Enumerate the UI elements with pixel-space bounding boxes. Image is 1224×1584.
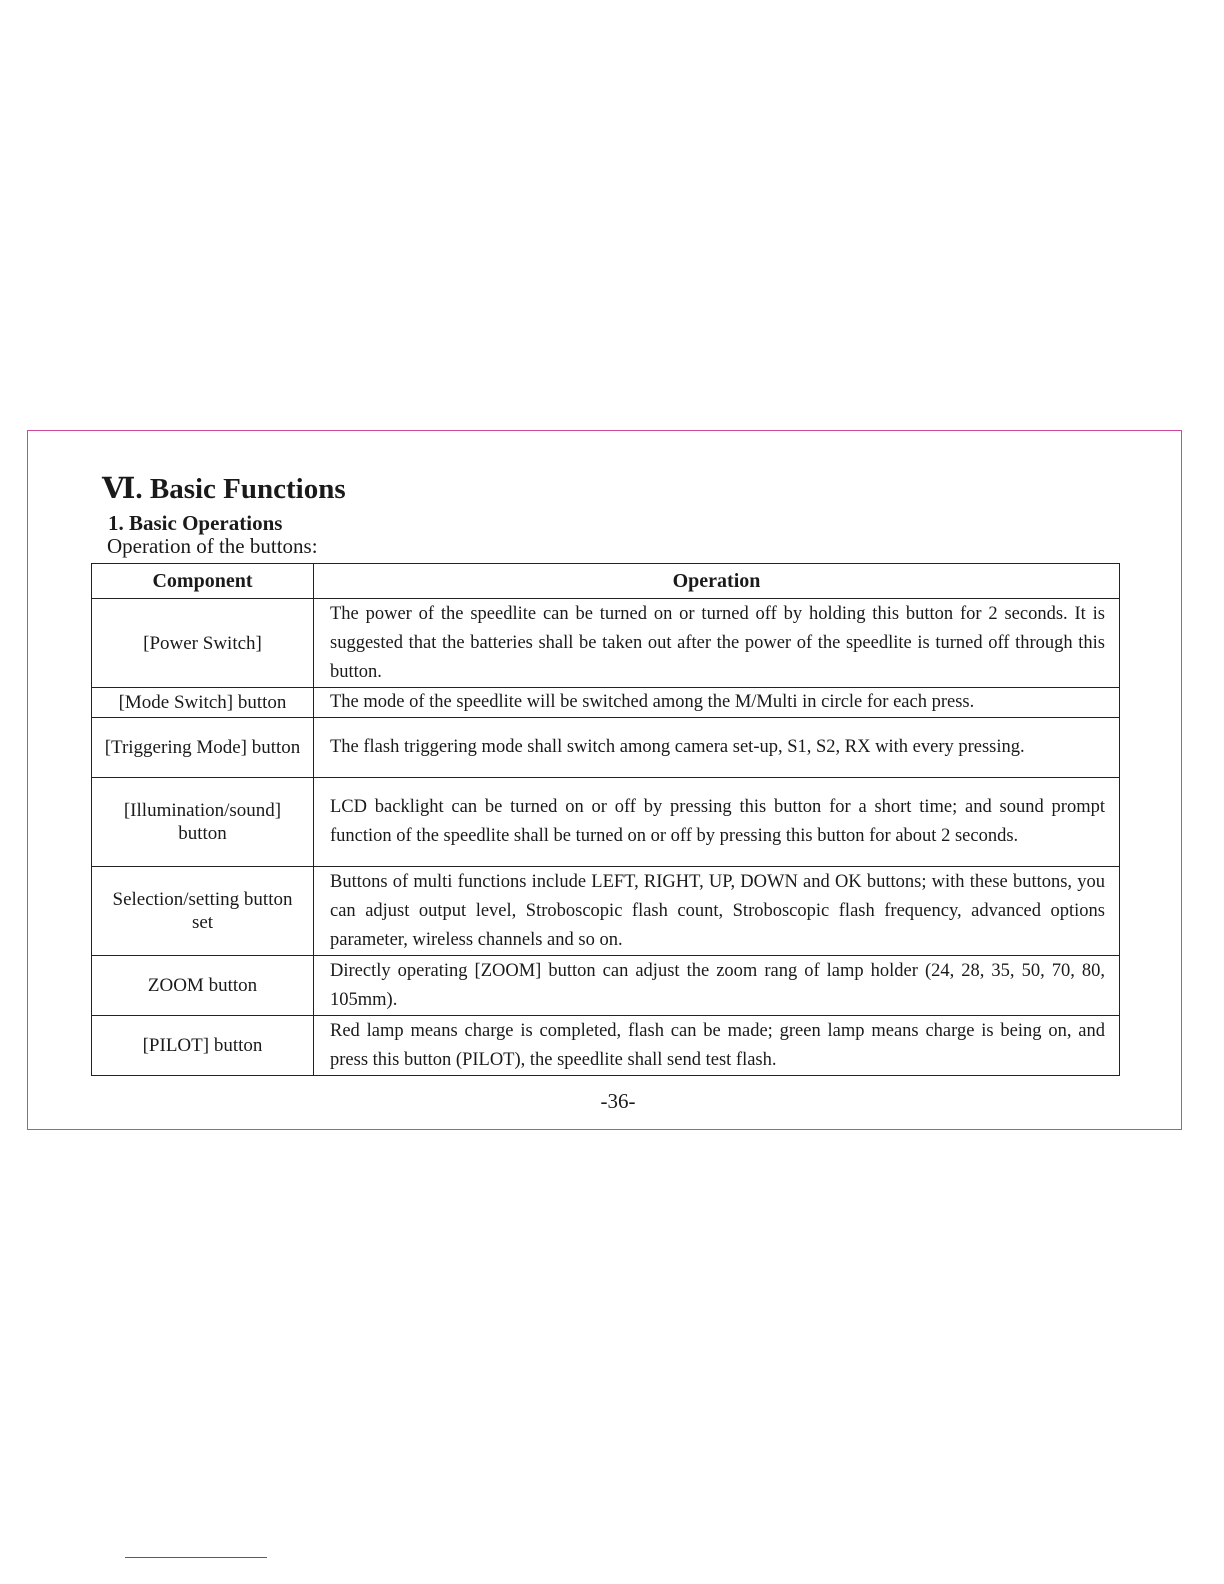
table-row — [92, 688, 1120, 718]
table-row — [92, 1016, 1120, 1076]
operation-cell: The power of the speedlite can be turned on or turned off by holding this button for 2 seconds. It is suggested that the batteries shall be taken out after the power of the speedlite is turned off through this button. — [314, 599, 1120, 688]
page-number: -36- — [600, 1089, 636, 1113]
operations-table — [91, 563, 1120, 1076]
table-header-row — [92, 564, 1120, 599]
table-row — [92, 867, 1120, 956]
intro-text: Operation of the buttons: — [107, 534, 318, 558]
operation-cell: Red lamp means charge is completed, flash can be made; green lamp means charge is being on, and press this button (PILOT), the speedlite shall send test flash. — [314, 1016, 1120, 1076]
operation-cell: The mode of the speedlite will be switched among the M/Multi in circle for each press. — [314, 688, 1120, 718]
section-title: Ⅵ. Basic Functions — [102, 473, 346, 505]
component-cell: [Power Switch] — [92, 599, 314, 688]
component-cell: [PILOT] button — [92, 1016, 314, 1076]
component-cell: ZOOM button — [92, 956, 314, 1016]
column-header-component: Component — [92, 564, 314, 599]
component-cell: [Triggering Mode] button — [92, 718, 314, 778]
operation-cell: Buttons of multi functions include LEFT, RIGHT, UP, DOWN and OK buttons; with these buttons, you can adjust output level, Stroboscopic flash count, Stroboscopic flash frequency, advanced options parameter, wireless channels and so on. — [314, 867, 1120, 956]
component-cell: [Illumination/sound] button — [92, 778, 314, 867]
table-row — [92, 956, 1120, 1016]
operation-cell: The flash triggering mode shall switch among camera set-up, S1, S2, RX with every pressing. — [314, 718, 1120, 778]
table-row — [92, 599, 1120, 688]
footer-rule — [125, 1557, 267, 1558]
table-row — [92, 718, 1120, 778]
table-row — [92, 778, 1120, 867]
column-header-operation: Operation — [314, 564, 1120, 599]
component-cell: [Mode Switch] button — [92, 688, 314, 718]
component-cell: Selection/setting button set — [92, 867, 314, 956]
subsection-title: 1. Basic Operations — [108, 511, 283, 535]
operation-cell: Directly operating [ZOOM] button can adjust the zoom rang of lamp holder (24, 28, 35, 50, 70, 80, 105mm). — [314, 956, 1120, 1016]
operation-cell: LCD backlight can be turned on or off by pressing this button for a short time; and sound prompt function of the speedlite shall be turned on or off by pressing this button for about 2 seconds. — [314, 778, 1120, 867]
